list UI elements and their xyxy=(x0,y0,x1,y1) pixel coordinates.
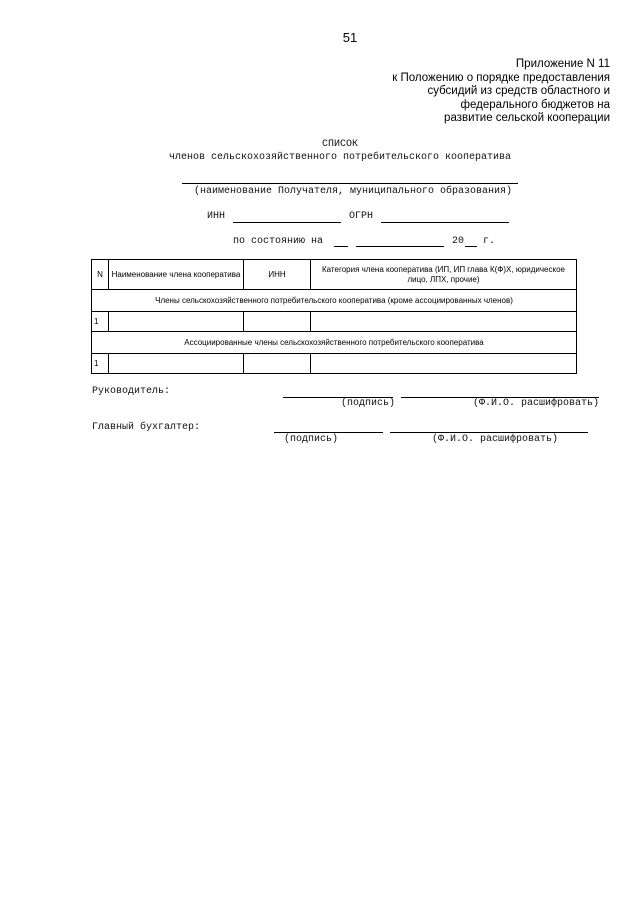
header-inn: ИНН xyxy=(244,260,311,290)
section-row xyxy=(92,332,577,354)
cell-inn xyxy=(244,312,311,332)
accountant-label: Главный бухгалтер: xyxy=(92,422,201,433)
appendix-line-1: Приложение N 11 xyxy=(515,58,610,70)
table-row xyxy=(92,354,577,374)
ogrn-line xyxy=(381,222,509,223)
director-signature-caption: (подпись) xyxy=(340,398,395,409)
table-header-row xyxy=(92,260,577,290)
header-member-name: Наименование члена кооператива xyxy=(109,260,244,290)
accountant-signature-line xyxy=(274,432,383,433)
cell-member-name xyxy=(109,354,244,374)
recipient-caption: (наименование Получателя, муниципального образования) xyxy=(193,186,513,197)
director-label: Руководитель: xyxy=(92,386,171,397)
cell-category xyxy=(311,312,577,332)
cell-member-name xyxy=(109,312,244,332)
section-row xyxy=(92,290,577,312)
director-name-caption: (Ф.И.О. расшифровать) xyxy=(472,398,600,409)
page-number: 51 xyxy=(342,30,358,45)
recipient-name-line xyxy=(182,183,518,184)
document-subtitle: членов сельскохозяйственного потребительского кооператива xyxy=(168,152,512,163)
row-number: 1 xyxy=(92,312,109,332)
section1-title: Члены сельскохозяйственного потребительского кооператива (кроме ассоциированных членов) xyxy=(92,290,577,312)
document-title: СПИСОК xyxy=(321,139,358,150)
accountant-name-caption: (Ф.И.О. расшифровать) xyxy=(431,434,559,445)
cell-category xyxy=(311,354,577,374)
appendix-line-4: федерального бюджетов на xyxy=(460,98,610,111)
date-suffix: г. xyxy=(483,236,496,247)
inn-line xyxy=(233,222,341,223)
table-row xyxy=(92,312,577,332)
appendix-line-5: развитие сельской кооперации xyxy=(444,112,610,124)
header-member-category: Категория члена кооператива (ИП, ИП глава К(Ф)Х, юридическое лицо, ЛПХ, прочие) xyxy=(311,260,577,290)
date-year-prefix: 20 xyxy=(452,236,465,247)
accountant-signature-caption: (подпись) xyxy=(283,434,338,445)
date-prefix: по состоянию на xyxy=(233,236,324,247)
accountant-name-line xyxy=(390,432,588,433)
cell-inn xyxy=(244,354,311,374)
date-month-line xyxy=(356,246,444,247)
date-year-line xyxy=(465,246,477,247)
row-number: 1 xyxy=(92,354,109,374)
header-number: N xyxy=(92,260,109,290)
members-table xyxy=(91,259,577,374)
inn-label: ИНН xyxy=(207,211,226,222)
appendix-line-2: к Положению о порядке предоставления xyxy=(392,71,610,84)
appendix-line-3: субсидий из средств областного и xyxy=(427,85,610,97)
ogrn-label: ОГРН xyxy=(349,211,374,222)
appendix-header xyxy=(392,58,610,126)
date-day-line xyxy=(334,246,348,247)
section2-title: Ассоциированные члены сельскохозяйственного потребительского кооператива xyxy=(92,332,577,354)
